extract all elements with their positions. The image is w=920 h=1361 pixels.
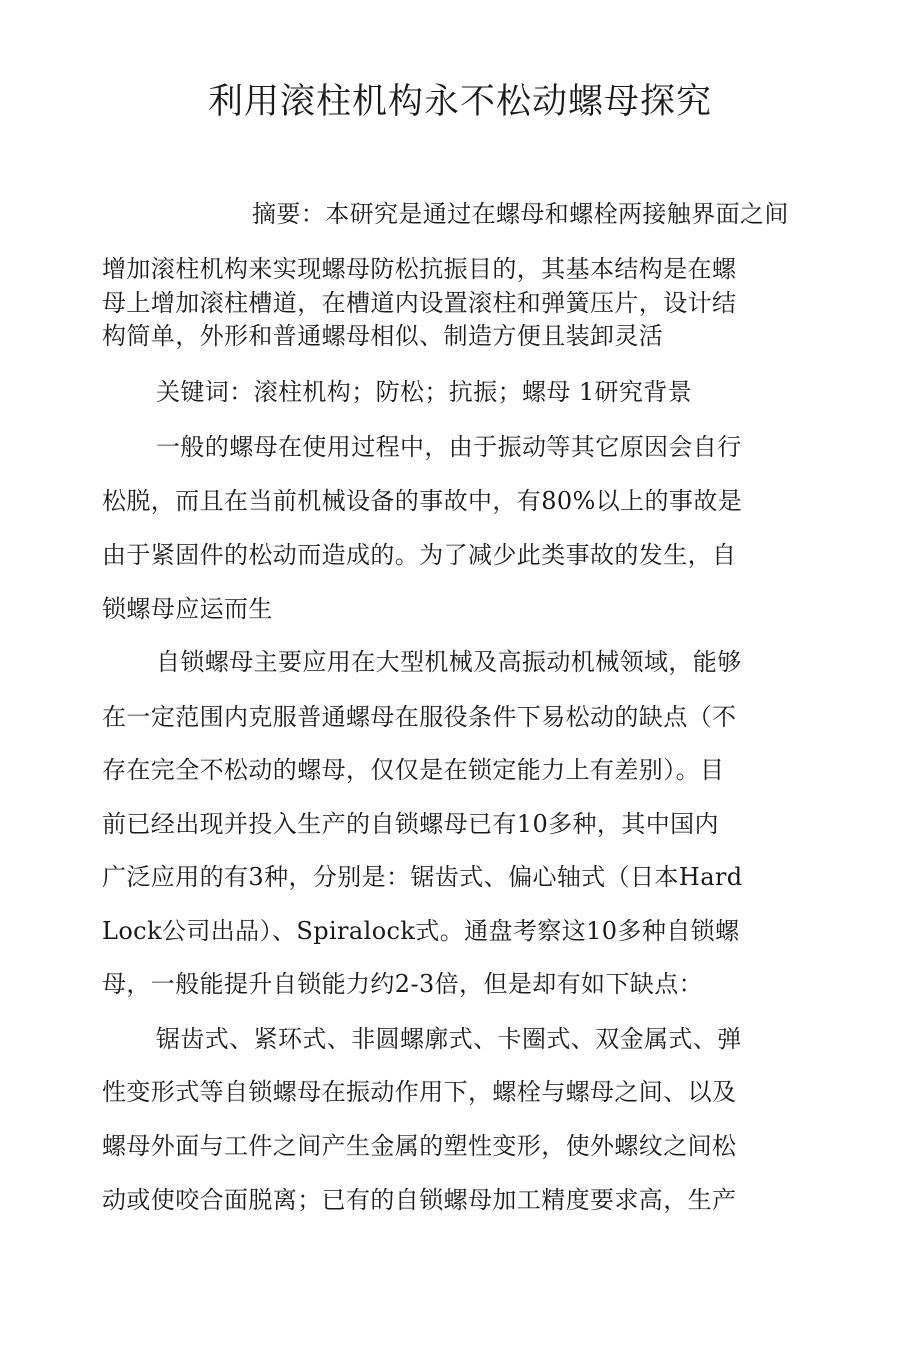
paragraph-2-line-4: 前已经出现并投入生产的自锁螺母已有10多种，其中国内 bbox=[102, 810, 719, 838]
paragraph-3-line-3: 螺母外面与工件之间产生金属的塑性变形，使外螺纹之间松 bbox=[102, 1132, 737, 1160]
paragraph-2-line-2: 在一定范围内克服普通螺母在服役条件下易松动的缺点（不 bbox=[102, 703, 737, 731]
paragraph-2-line-1: 自锁螺母主要应用在大型机械及高振动机械领域，能够 bbox=[156, 648, 742, 676]
abstract-line-4: 构简单，外形和普通螺母相似、制造方便且装卸灵活 bbox=[102, 322, 664, 350]
abstract-line-2: 增加滚柱机构来实现螺母防松抗振目的，其基本结构是在螺 bbox=[102, 255, 737, 283]
paragraph-1-line-2: 松脱，而且在当前机械设备的事故中，有80%以上的事故是 bbox=[102, 487, 743, 515]
paragraph-1-line-3: 由于紧固件的松动而造成的。为了减少此类事故的发生，自 bbox=[102, 541, 737, 569]
paragraph-2-line-3: 存在完全不松动的螺母，仅仅是在锁定能力上有差别）。目 bbox=[102, 756, 725, 784]
keywords-line: 关键词：滚柱机构；防松；抗振；螺母 1研究背景 bbox=[156, 378, 693, 406]
paragraph-2-line-5: 广泛应用的有3种，分别是：锯齿式、偏心轴式（日本Hard bbox=[102, 863, 743, 891]
paragraph-3-line-4: 动或使咬合面脱离；已有的自锁螺母加工精度要求高，生产 bbox=[102, 1186, 737, 1214]
abstract-line-1: 摘要：本研究是通过在螺母和螺栓两接触界面之间 bbox=[252, 200, 789, 228]
paragraph-3-line-1: 锯齿式、紧环式、非圆螺廓式、卡圈式、双金属式、弹 bbox=[156, 1025, 742, 1053]
paragraph-1-line-4: 锁螺母应运而生 bbox=[102, 595, 273, 623]
paragraph-2-line-7: 母，一般能提升自锁能力约2-3倍，但是却有如下缺点： bbox=[102, 970, 704, 998]
paragraph-1-line-1: 一般的螺母在使用过程中，由于振动等其它原因会自行 bbox=[156, 433, 742, 461]
paragraph-2-line-6: Lock公司出品）、Spiralock式。通盘考察这10多种自锁螺 bbox=[102, 917, 740, 945]
abstract-line-3: 母上增加滚柱槽道，在槽道内设置滚柱和弹簧压片，设计结 bbox=[102, 289, 737, 317]
paragraph-3-line-2: 性变形式等自锁螺母在振动作用下，螺栓与螺母之间、以及 bbox=[102, 1078, 737, 1106]
document-title: 利用滚柱机构永不松动螺母探究 bbox=[207, 82, 712, 122]
